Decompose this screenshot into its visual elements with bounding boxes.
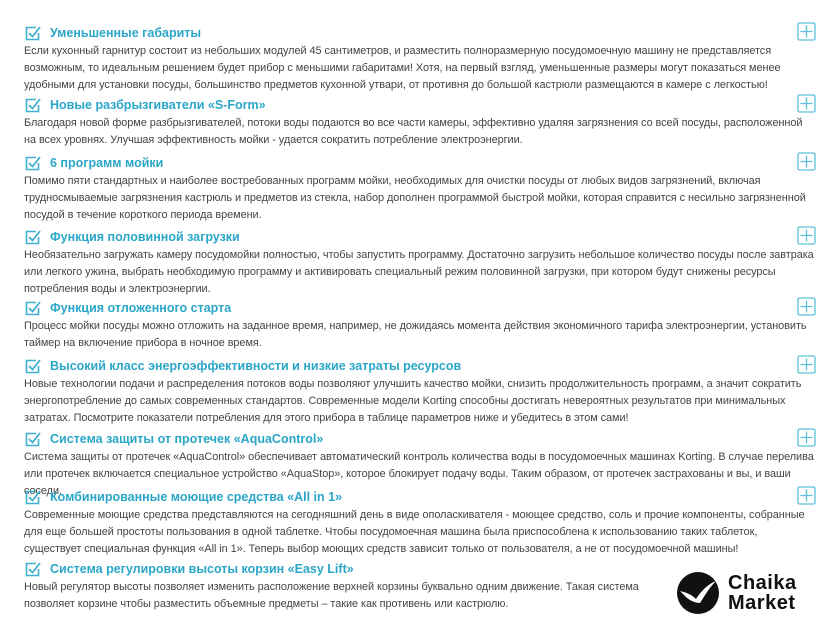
feature-section	[24, 488, 814, 557]
checkbox-checked-icon	[24, 300, 41, 317]
checkbox-checked-icon	[24, 25, 41, 42]
checkbox-checked-icon	[24, 489, 41, 506]
feature-description: Если кухонный гарнитур состоит из небольших модулей 45 сантиметров, и разместить полноразмерную посудомоечную машину не представляется возможным, то идеальным решением будет прибор с меньшими габаритами! Хотя, на первый взгляд, уменьшенные размеры могут показаться менее удобными для установки посуды, большинство предметов кухонной утвари, от противня до большой кастрюли размещаются в камере с легкостью!	[24, 45, 781, 91]
feature-description: Система защиты от протечек «AquaControl» обеспечивает автоматический контроль количества воды в посудомоечных машинах Korting. В случае перелива или протечек включается специальное устройство «AquaStop», которое блокирует подачу воды. Таким образом, от протечек застрахованы и вы, и ваши соседи.	[24, 451, 814, 497]
seagull-logo-icon	[676, 571, 720, 615]
checkbox-checked-icon	[24, 561, 41, 578]
feature-title: Комбинированные моющие средства «All in 1»	[50, 490, 343, 504]
feature-section	[24, 228, 814, 297]
feature-header[interactable]	[24, 228, 814, 246]
feature-description: Новый регулятор высоты позволяет изменить расположение верхней корзины буквально одним движение. Такая система позволяет корзине чтобы разместить объемные предметы – такие как противень или кастрюлю.	[24, 581, 639, 610]
feature-header[interactable]	[24, 357, 814, 375]
feature-title: 6 программ мойки	[50, 156, 164, 170]
feature-header[interactable]	[24, 96, 814, 114]
feature-description: Новые технологии подачи и распределения потоков воды позволяют улучшить качество мойки, снизить продолжительность программ, а значит сократить энергопотребление до самых современных стандартов. Современные модели Korting способны достигать невероятных результатов при минимальных затратах. Посмотрите показатели потребления для этого прибора в таблице параметров ниже и убедитесь в этом сами!	[24, 378, 802, 424]
feature-title: Функция отложенного старта	[50, 301, 232, 315]
plus-square-icon[interactable]	[797, 355, 816, 374]
checkbox-checked-icon	[24, 431, 41, 448]
feature-description: Необязательно загружать камеру посудомойки полностью, чтобы запустить программу. Достаточно загрузить небольшое количество посуды после завтрака или легкого ужина, выбрать необходимую программу и активировать специальный режим половинной загрузки, при котором будут снижены ресурсы потребления воды и электроэнергии.	[24, 249, 814, 295]
checkbox-checked-icon	[24, 97, 41, 114]
feature-header[interactable]	[24, 488, 814, 506]
plus-square-icon[interactable]	[797, 94, 816, 113]
feature-title: Функция половинной загрузки	[50, 230, 240, 244]
feature-title: Высокий класс энергоэффективности и низкие затраты ресурсов	[50, 359, 462, 373]
feature-description: Благодаря новой форме разбрызгивателей, потоки воды подаются во все части камеры, эффективно удаляя загрязнения со всей посуды, расположенной на всех уровнях. Улучшая эффективность мойки - удается сократить потребление электроэнергии.	[24, 117, 803, 146]
feature-header[interactable]	[24, 560, 664, 578]
feature-header[interactable]	[24, 430, 814, 448]
checkbox-checked-icon	[24, 358, 41, 375]
feature-section	[24, 299, 814, 352]
feature-title: Новые разбрызгиватели «S-Form»	[50, 98, 266, 112]
plus-square-icon[interactable]	[797, 486, 816, 505]
feature-description: Помимо пяти стандартных и наиболее востребованных программ мойки, необходимых для очистки посуды от любых видов загрязнений, включая трудносмываемые загрязнения кастрюль и предметов из стекла, набор дополнен программой быстрой мойки, которая справится с несильно загрязненной посудой в течение короткого периода времени.	[24, 175, 806, 221]
feature-title: Система регулировки высоты корзин «Easy Lift»	[50, 562, 354, 576]
logo-text-line1: Chaika	[728, 572, 797, 594]
feature-section	[24, 154, 814, 223]
feature-section	[24, 560, 664, 613]
feature-header[interactable]	[24, 299, 814, 317]
plus-square-icon[interactable]	[797, 226, 816, 245]
feature-title: Система защиты от протечек «AquaControl»	[50, 432, 324, 446]
feature-description: Процесс мойки посуды можно отложить на заданное время, например, не дожидаясь момента действия экономичного тарифа электроэнергии, установить таймер на включение прибора в ночное время.	[24, 320, 807, 349]
feature-header[interactable]	[24, 154, 814, 172]
checkbox-checked-icon	[24, 229, 41, 246]
feature-section	[24, 24, 814, 93]
feature-title: Уменьшенные габариты	[50, 26, 202, 40]
feature-section	[24, 357, 814, 426]
logo-text-line2: Market	[728, 592, 796, 614]
feature-header[interactable]	[24, 24, 814, 42]
plus-square-icon[interactable]	[797, 428, 816, 447]
plus-square-icon[interactable]	[797, 297, 816, 316]
checkbox-checked-icon	[24, 155, 41, 172]
feature-section	[24, 96, 814, 149]
plus-square-icon[interactable]	[797, 152, 816, 171]
plus-square-icon[interactable]	[797, 22, 816, 41]
chaika-market-logo	[676, 571, 797, 615]
feature-description: Современные моющие средства представляются на сегодняшний день в виде ополаскивателя - моющее средство, соль и прочие компоненты, собранные для еще большей простоты пользования в одной таблетке. Чтобы посудомоечная машина была приспособлена к использованию таких таблеток, существует специальная функция «All in 1». Теперь выбор моющих средств зависит только от пользователя, а не от посудомоечной машины!	[24, 509, 805, 555]
